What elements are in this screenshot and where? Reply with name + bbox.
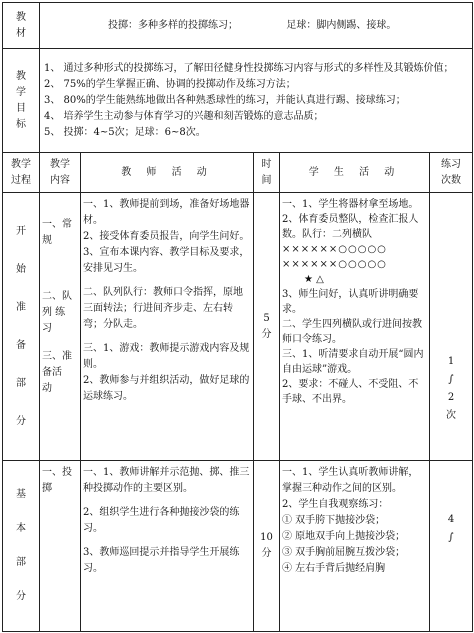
section-basic-reps <box>430 461 473 632</box>
student-activity-item: ④ 左右手背后抛经肩胸 <box>282 563 386 574</box>
col-header-student-text: 学 生 活 动 <box>308 166 401 178</box>
student-activity-item: ① 双手胯下抛接沙袋； <box>282 515 386 526</box>
section-basic-student <box>280 461 430 632</box>
col-header-student <box>280 153 430 193</box>
textbook-football: 足球：脚内侧踢、接球。 <box>286 19 397 31</box>
student-activity-item: 一、1、学生将器材拿至场地。 <box>282 199 419 210</box>
section-basic-time-text: 10 分 <box>260 532 273 559</box>
col-header-teacher-text: 教 师 活 动 <box>121 166 213 178</box>
goal-item: 4、 培养学生主动参与体育学习的兴趣和刻苦锻炼的意志品质； <box>44 110 324 122</box>
teacher-activity-item: 3、宣布本课内容、教学目标及要求，安排见习生。 <box>83 247 250 274</box>
teacher-activity-item: 2、接受体育委员报告，向学生问好。 <box>83 231 250 242</box>
col-header-time-text: 时 间 <box>261 158 272 186</box>
textbook-label-text: 教 材 <box>16 11 26 39</box>
goals-label-text: 教 学 目 标 <box>16 70 26 130</box>
student-activity-item: 3、师生问好，认真听讲明确要求。 <box>282 289 419 315</box>
section-start-process <box>3 193 40 461</box>
col-header-reps <box>430 153 473 193</box>
col-header-process-text: 教学 过程 <box>11 158 31 186</box>
textbook-row <box>3 3 473 49</box>
section-basic-row <box>3 461 473 632</box>
teacher-activity-item: 2、组织学生进行各种抛接沙袋的练习。 <box>83 507 240 534</box>
content-throwing: 一、投 掷 <box>42 467 72 494</box>
lesson-plan-table <box>2 2 473 632</box>
col-header-time <box>254 153 280 193</box>
column-header-row <box>3 153 473 193</box>
section-start-reps-text: 1 ∫ 2 次 <box>446 356 456 421</box>
goal-item: 3、 80%的学生能熟练地做出各种熟悉球性的练习，并能认真进行踢、接球练习； <box>44 94 406 106</box>
goal-item: 5、 投掷：4~5次；足球：6~8次。 <box>44 126 206 138</box>
student-activity-item: 2、要求：不碰人、不受阻、不手球、不出界。 <box>282 379 419 405</box>
col-header-teacher <box>81 153 254 193</box>
goal-item: 2、 75%的学生掌握正确、协调的投掷动作及练习方法； <box>44 78 296 90</box>
textbook-label <box>3 3 40 49</box>
content-formation: 二、队 列 练 习 <box>42 291 72 334</box>
goals-label <box>3 49 40 153</box>
teacher-activity-item: 3、教师巡回提示并指导学生开展练习。 <box>83 547 240 574</box>
teacher-activity-item: 一、1、教师提前到场，准备好场地器材。 <box>83 199 250 226</box>
col-header-process <box>3 153 40 193</box>
section-basic-time <box>254 461 280 632</box>
content-routine: 一、常 规 <box>42 219 72 246</box>
section-basic-content <box>40 461 81 632</box>
formation-row-1: ××××××○○○○○ <box>282 244 387 255</box>
student-activity-item: 一、1、学生认真听教师讲解，掌握三种动作之间的区别。 <box>282 467 419 494</box>
col-header-content-text: 教学 内容 <box>50 158 70 186</box>
teacher-activity-item: 一、1、教师讲解并示范抛、掷、推三种投掷动作的主要区别。 <box>83 467 250 494</box>
content-warmup: 三、准 备活 动 <box>42 351 72 394</box>
section-start-time-text: 5 分 <box>261 312 272 340</box>
goals-row <box>3 49 473 153</box>
student-activity-item: 2、体育委员整队，检查汇报人数。队行：二列横队 <box>282 214 419 240</box>
formation-row-2: ××××××○○○○○ <box>282 259 387 270</box>
teacher-activity-item: 2、教师参与并组织活动，做好足球的运球练习。 <box>83 375 250 402</box>
goals-content <box>40 49 473 153</box>
teacher-activity-item: 三、1、游戏：教师提示游戏内容及规则。 <box>83 343 250 370</box>
section-start-time <box>254 193 280 461</box>
section-start-process-text: 开 始 准 备 部 分 <box>16 225 26 427</box>
section-start-content <box>40 193 81 461</box>
col-header-reps-text: 练习 次数 <box>441 158 461 186</box>
student-activity-item: ② 原地双手向上抛接沙袋； <box>282 531 406 542</box>
goal-item: 1、 通过多种形式的投掷练习，了解田径健身性投掷练习内容与形式的多样性及其锻炼价值； <box>44 62 454 74</box>
section-start-teacher <box>81 193 254 461</box>
section-basic-process-text: 基 本 部 分 <box>16 489 26 602</box>
section-basic-reps-text: 4 ∫ <box>447 514 455 543</box>
teacher-activity-item: 二、队列队行：教师口令指挥，原地三面转法；行进间齐步走、左右转弯；分队走。 <box>83 287 243 330</box>
student-activity-item: 2、学生自我观察练习： <box>282 499 389 510</box>
student-activity-item: ③ 双手胸前屈腕互拨沙袋； <box>282 547 406 558</box>
textbook-content <box>40 3 473 49</box>
section-start-row <box>3 193 473 461</box>
section-basic-process <box>3 461 40 632</box>
formation-markers: ★ △ <box>304 274 324 285</box>
section-start-reps <box>430 193 473 461</box>
section-start-student <box>280 193 430 461</box>
student-activity-item: 三、1、听清要求自动开展“圆内自由运球”游戏。 <box>282 349 424 375</box>
textbook-throwing: 投掷：多种多样的投掷练习； <box>108 19 238 31</box>
section-basic-teacher <box>81 461 254 632</box>
col-header-content <box>40 153 81 193</box>
student-activity-item: 二、学生四列横队或行进间按教师口令练习。 <box>282 319 422 345</box>
